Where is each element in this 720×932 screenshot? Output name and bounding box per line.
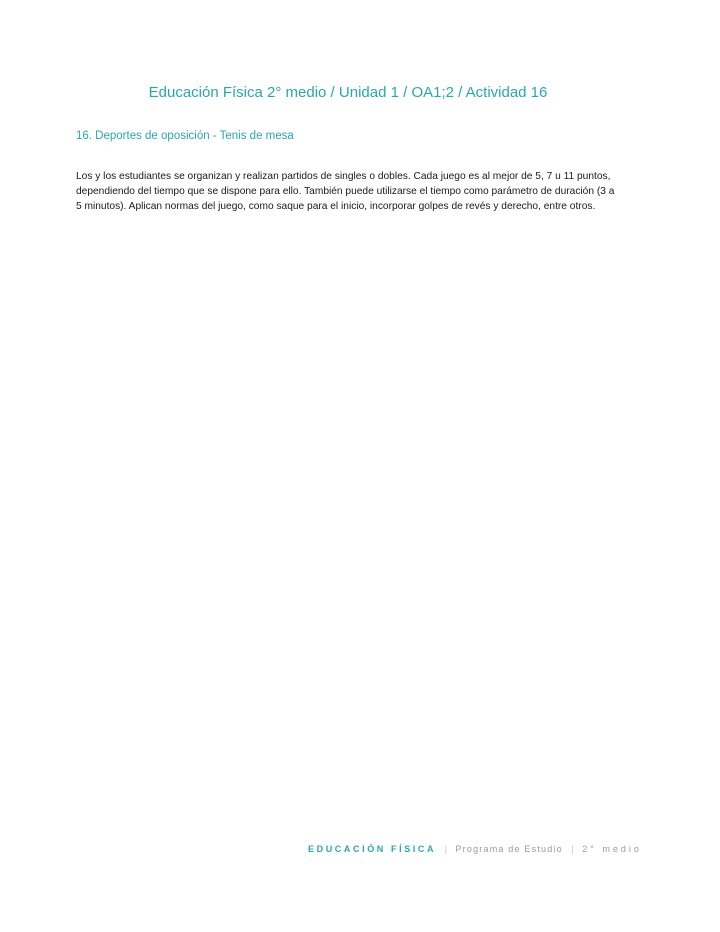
section-heading: 16. Deportes de oposición - Tenis de mesa (76, 130, 294, 142)
activity-description: Los y los estudiantes se organizan y realizan partidos de singles o dobles. Cada juego es al mejor de 5, 7 u 11 puntos, dependiendo del tiempo que se dispone para ello. También puede utilizarse el tiempo como parámetro de duración (3 a 5 minutos). Aplican normas del juego, como saque para el inicio, incorporar golpes de revés y derecho, entre otros. (76, 171, 615, 212)
footer-separator: | (444, 844, 447, 854)
footer-program: Programa de Estudio (455, 844, 563, 854)
footer-subject: EDUCACIÓN FÍSICA (308, 844, 437, 854)
footer-grade: 2° medio (582, 844, 642, 854)
page-title: Educación Física 2° medio / Unidad 1 / OA1;2 / Actividad 16 (148, 84, 548, 101)
page-footer (308, 844, 642, 854)
footer-separator-2: | (571, 844, 574, 854)
